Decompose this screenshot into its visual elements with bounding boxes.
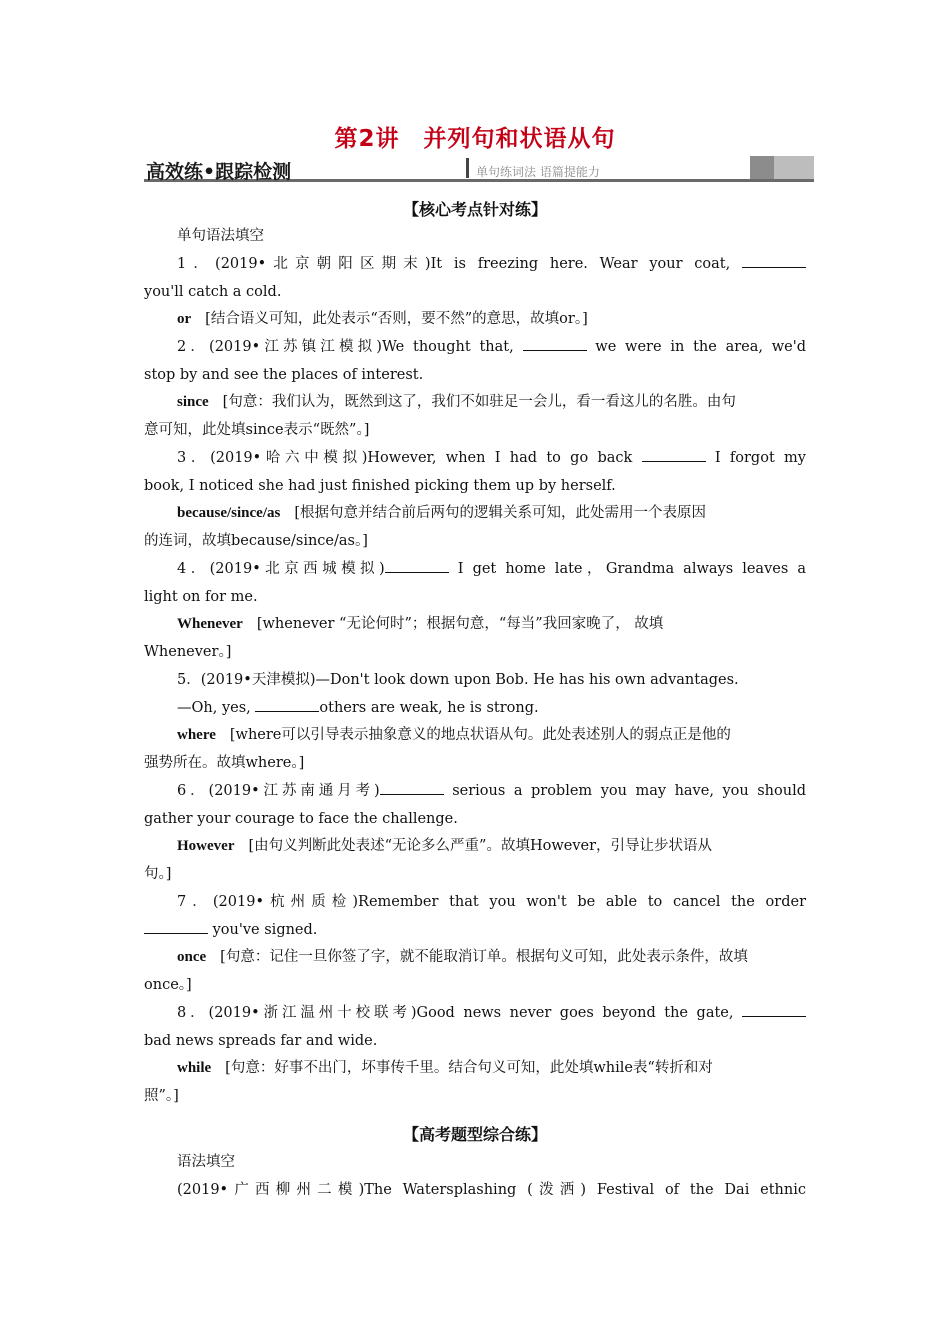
- answer-4-line2: Whenever。]: [144, 644, 232, 660]
- section-heading-exam: 【高考题型综合练】: [402, 1125, 547, 1144]
- banner-separator: [466, 158, 469, 178]
- answer-1: [177, 305, 806, 333]
- answer-3-line1: [177, 499, 806, 527]
- question-text: 8．(2019•浙江温州十校联考)Good news never goes beyond the gate,: [177, 1005, 734, 1021]
- answer-6-line2: 句。]: [144, 866, 172, 882]
- question-5-line2: [177, 694, 806, 722]
- answer-explanation: [句意：好事不出门，坏事传千里。结合句义可知，此处填while表“转折和对: [225, 1060, 713, 1076]
- answer-5-line1: [177, 721, 806, 749]
- question-2-line2: stop by and see the places of interest.: [144, 367, 424, 383]
- answer-7-line2: once。]: [144, 977, 192, 993]
- question-text: serious a problem you may have, you should: [452, 783, 807, 799]
- question-2-line1: [177, 333, 806, 361]
- question-text: we were in the area, we'd: [595, 339, 807, 355]
- question-6-line1: [177, 777, 806, 805]
- banner-decor-dark: [750, 156, 774, 179]
- answer-blank: [255, 697, 319, 712]
- answer-2-line1: [177, 388, 806, 416]
- answer-4-line1: [177, 610, 806, 638]
- question-text: others are weak, he is strong.: [319, 700, 539, 716]
- answer-7-line1: [177, 943, 806, 971]
- question-7-line1: 7．(2019•杭州质检)Remember that you won't be able to cancel the order: [177, 894, 806, 910]
- question-4-line1: [177, 555, 806, 583]
- question-4-line2: light on for me.: [144, 589, 258, 605]
- answer-8-line1: [177, 1054, 806, 1082]
- question-7-line2: [144, 916, 806, 944]
- answer-blank: [380, 780, 444, 795]
- answer-explanation: [句意：我们认为，既然到这了，我们不如驻足一会儿，看一看这儿的名胜。由句: [222, 394, 736, 410]
- question-text: —Oh, yes,: [177, 700, 251, 716]
- question-8-line1: [177, 999, 806, 1027]
- answer-explanation: [根据句意并结合前后两句的逻辑关系可知，此处需用一个表原因: [294, 505, 706, 521]
- question-text: you've signed.: [212, 922, 318, 938]
- question-6-line2: gather your courage to face the challenge.: [144, 811, 458, 827]
- answer-word: since: [177, 394, 209, 410]
- section-subheading: 单句语法填空: [177, 228, 264, 244]
- banner: [144, 156, 814, 182]
- answer-blank: [385, 558, 449, 573]
- answer-8-line2: 照”。]: [144, 1088, 179, 1104]
- answer-blank: [144, 919, 208, 934]
- answer-blank: [742, 1002, 806, 1017]
- answer-word: Whenever: [177, 616, 243, 632]
- question-1-line1: [177, 250, 806, 278]
- passage-line1: (2019•广西柳州二模)The Watersplashing (泼洒) Festival of the Dai ethnic: [177, 1182, 806, 1198]
- question-3-line1: [177, 444, 806, 472]
- page-title: 第2讲 并列句和状语从句: [334, 126, 616, 152]
- section-heading-core: 【核心考点针对练】: [402, 200, 547, 219]
- banner-decor-light: [774, 156, 814, 179]
- question-1-line2: you'll catch a cold.: [144, 284, 282, 300]
- banner-title: 高效练•跟踪检测: [146, 161, 292, 183]
- question-text: 1．(2019•北京朝阳区期末)It is freezing here. Wear your coat,: [177, 256, 731, 272]
- answer-word: or: [177, 311, 192, 327]
- answer-blank: [523, 336, 587, 351]
- question-text: 4．(2019•北京西城模拟): [177, 561, 385, 577]
- answer-word: where: [177, 727, 216, 743]
- answer-6-line1: [177, 832, 806, 860]
- answer-3-line2: 的连词，故填because/since/as。]: [144, 533, 368, 549]
- answer-blank: [742, 253, 806, 268]
- question-text: 3．(2019•哈六中模拟)However, when I had to go back: [177, 450, 633, 466]
- banner-subtitle: 单句练词法 语篇提能力: [476, 165, 600, 179]
- question-text: I forgot my: [714, 450, 807, 466]
- answer-2-line2: 意可知，此处填since表示“既然”。]: [144, 422, 370, 438]
- answer-explanation: [where可以引导表示抽象意义的地点状语从句。此处表述别人的弱点正是他的: [229, 727, 731, 743]
- answer-word: while: [177, 1060, 212, 1076]
- question-5-line1: 5．(2019•天津模拟)—Don't look down upon Bob. He has his own advantages.: [177, 672, 739, 688]
- answer-word: once: [177, 949, 207, 965]
- answer-explanation: [由句义判断此处表述“无论多么严重”。故填However，引导让步状语从: [248, 838, 713, 854]
- answer-blank: [642, 447, 706, 462]
- answer-explanation: [句意：记住一旦你签了字，就不能取消订单。根据句义可知，此处表示条件，故填: [220, 949, 748, 965]
- answer-word: However: [177, 838, 235, 854]
- question-text: I get home late，Grandma always leaves a: [457, 561, 807, 577]
- answer-explanation: [结合语义可知，此处表示“否则，要不然”的意思，故填or。]: [205, 311, 588, 327]
- answer-explanation: [whenever “无论何时”；根据句意，“每当”我回家晚了， 故填: [256, 616, 664, 632]
- answer-word: because/since/as: [177, 505, 281, 521]
- question-text: 2．(2019•江苏镇江模拟)We thought that,: [177, 339, 514, 355]
- question-3-line2: book, I noticed she had just finished picking them up by herself.: [144, 478, 616, 494]
- question-8-line2: bad news spreads far and wide.: [144, 1033, 378, 1049]
- section-subheading: 语法填空: [177, 1154, 235, 1170]
- question-text: 6．(2019•江苏南通月考): [177, 783, 380, 799]
- answer-5-line2: 强势所在。故填where。]: [144, 755, 305, 771]
